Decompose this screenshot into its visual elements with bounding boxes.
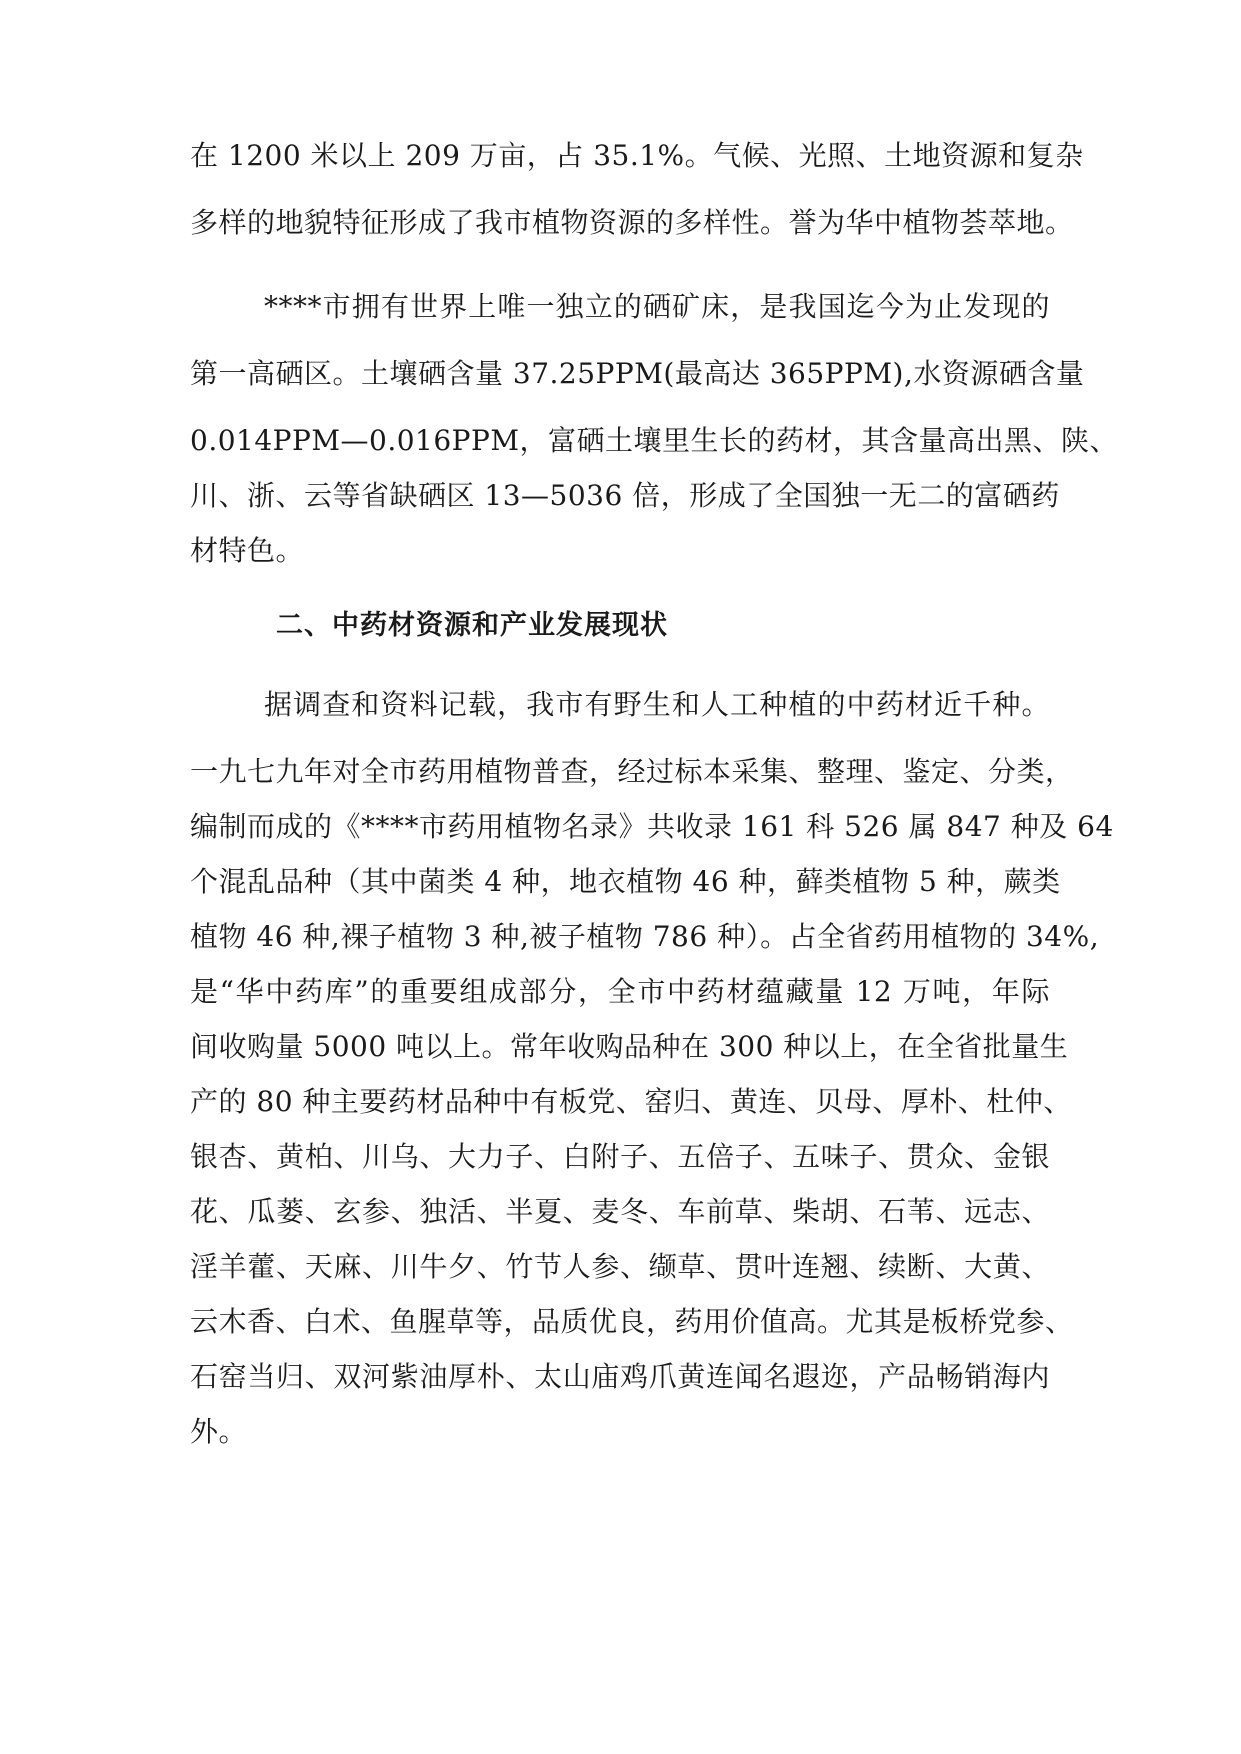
paragraph-3-line-11: 淫羊藿、天麻、川牛夕、竹节人参、缬草、贯叶连翘、续断、大黄、 (190, 1250, 1050, 1283)
paragraph-3-line-3: 编制而成的《****市药用植物名录》共收录 161 科 526 属 847 种及 64 (190, 810, 1114, 843)
paragraph-2-line-5: 材特色。 (190, 534, 305, 567)
paragraph-3-line-13: 石窑当归、双河紫油厚朴、太山庙鸡爪黄连闻名遐迩，产品畅销海内 (190, 1360, 1050, 1393)
paragraph-3-line-12: 云木香、白术、鱼腥草等，品质优良，药用价值高。尤其是板桥党参、 (190, 1305, 1074, 1338)
paragraph-3-line-14: 外。 (190, 1415, 248, 1448)
paragraph-1-line-2: 多样的地貌特征形成了我市植物资源的多样性。誉为华中植物荟萃地。 (190, 206, 1074, 239)
paragraph-2-line-1: ****市拥有世界上唯一独立的硒矿床，是我国迄今为止发现的 (264, 290, 1050, 323)
paragraph-3-line-8: 产的 80 种主要药材品种中有板党、窑归、黄连、贝母、厚朴、杜仲、 (190, 1085, 1072, 1118)
paragraph-2-line-4: 川、浙、云等省缺硒区 13—5036 倍，形成了全国独一无二的富硒药 (190, 479, 1060, 512)
paragraph-3-line-7: 间收购量 5000 吨以上。常年收购品种在 300 种以上，在全省批量生 (190, 1030, 1069, 1063)
paragraph-3-line-6: 是“华中药库”的重要组成部分，全市中药材蕴藏量 12 万吨，年际 (190, 975, 1050, 1008)
paragraph-3-line-9: 银杏、黄柏、川乌、大力子、白附子、五倍子、五味子、贯众、金银 (190, 1140, 1050, 1173)
paragraph-2-line-2: 第一高硒区。土壤硒含量 37.25PPM(最高达 365PPM),水资源硒含量 (190, 357, 1085, 390)
paragraph-3-line-1: 据调查和资料记载，我市有野生和人工种植的中药材近千种。 (264, 688, 1050, 721)
paragraph-1-line-1: 在 1200 米以上 209 万亩，占 35.1%。气候、光照、土地资源和复杂 (190, 139, 1084, 172)
paragraph-3-line-10: 花、瓜蒌、玄参、独活、半夏、麦冬、车前草、柴胡、石苇、远志、 (190, 1195, 1050, 1228)
section-heading: 二、中药材资源和产业发展现状 (276, 610, 668, 641)
paragraph-3-line-4: 个混乱品种（其中菌类 4 种，地衣植物 46 种，藓类植物 5 种，蕨类 (190, 865, 1061, 898)
paragraph-2-line-3: 0.014PPM—0.016PPM，富硒土壤里生长的药材，其含量高出黑、陕、 (190, 424, 1119, 457)
paragraph-3-line-2: 一九七九年对全市药用植物普查，经过标本采集、整理、鉴定、分类， (190, 755, 1074, 788)
paragraph-3-line-5: 植物 46 种,裸子植物 3 种,被子植物 786 种）。占全省药用植物的 34%, (190, 920, 1100, 953)
